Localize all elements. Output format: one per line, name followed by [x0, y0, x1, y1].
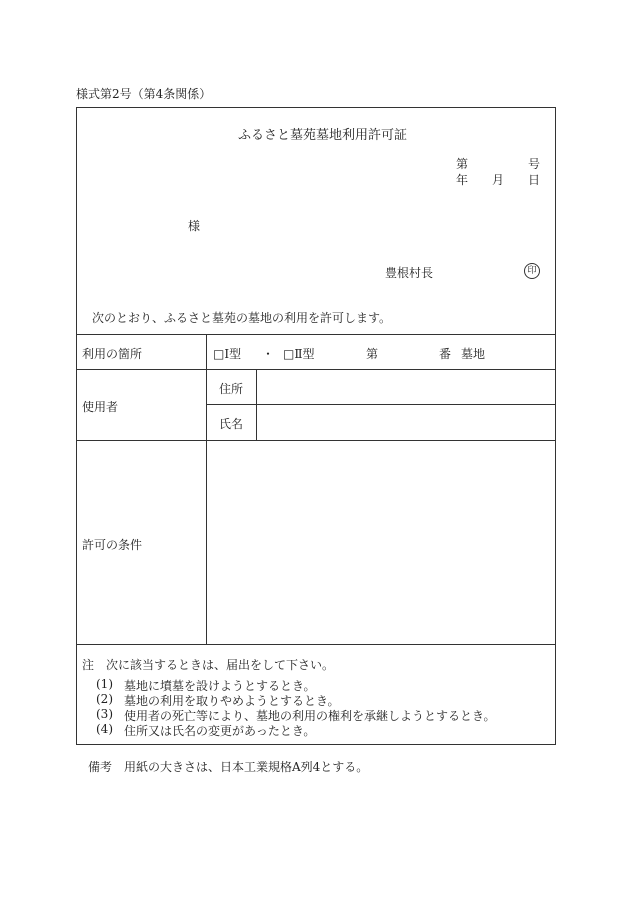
conditions-label: 許可の条件 [82, 538, 143, 552]
issuer: 豊根村長 [385, 266, 434, 280]
divider-address-row [206, 404, 556, 405]
type2-option: □Ⅱ型 [283, 347, 315, 361]
note-text: 墓地の利用を取りやめようとするとき。 [124, 694, 340, 708]
name-label: 氏名 [219, 417, 244, 431]
divider-top-section [76, 334, 556, 335]
document-title: ふるさと墓苑墓地利用許可証 [238, 128, 408, 143]
seal-mark: 印 [524, 263, 540, 279]
number-prefix: 第 [456, 157, 469, 171]
plot-prefix: 第 [366, 347, 379, 361]
notes-heading: 注 次に該当するときは、届出をして下さい。 [82, 658, 335, 672]
location-label: 利用の箇所 [82, 347, 143, 361]
plot-type: 墓地 [461, 347, 486, 361]
intro-text: 次のとおり、ふるさと墓苑の墓地の利用を許可します。 [92, 311, 392, 325]
divider-conditions-row [76, 644, 556, 645]
note-text: 墓地に墳墓を設けようとするとき。 [124, 679, 316, 693]
note-number: (3) [96, 707, 113, 721]
note-number: (4) [96, 722, 113, 736]
divider-user-row [76, 440, 556, 441]
date-month: 月 [492, 173, 505, 187]
divider-location-row [76, 369, 556, 370]
type1-option: □Ⅰ型 [213, 347, 242, 361]
date-year: 年 [456, 173, 469, 187]
type-separator: ・ [262, 347, 275, 361]
date-day: 日 [528, 173, 541, 187]
addressee-suffix: 様 [188, 219, 201, 233]
user-label: 使用者 [82, 400, 119, 414]
form-reference: 様式第2号（第4条関係） [76, 87, 212, 101]
permit-form [76, 107, 556, 745]
note-number: (1) [96, 677, 113, 691]
divider-label-column [206, 334, 207, 644]
number-suffix: 号 [528, 157, 541, 171]
note-number: (2) [96, 692, 113, 706]
divider-sublabel-column [256, 369, 257, 440]
plot-number-suffix: 番 [439, 347, 452, 361]
address-label: 住所 [219, 382, 244, 396]
note-text: 住所又は氏名の変更があったとき。 [124, 724, 316, 738]
note-text: 使用者の死亡等により、墓地の利用の権利を承継しようとするとき。 [124, 709, 496, 723]
remarks: 備考 用紙の大きさは、日本工業規格A列4とする。 [88, 760, 369, 774]
